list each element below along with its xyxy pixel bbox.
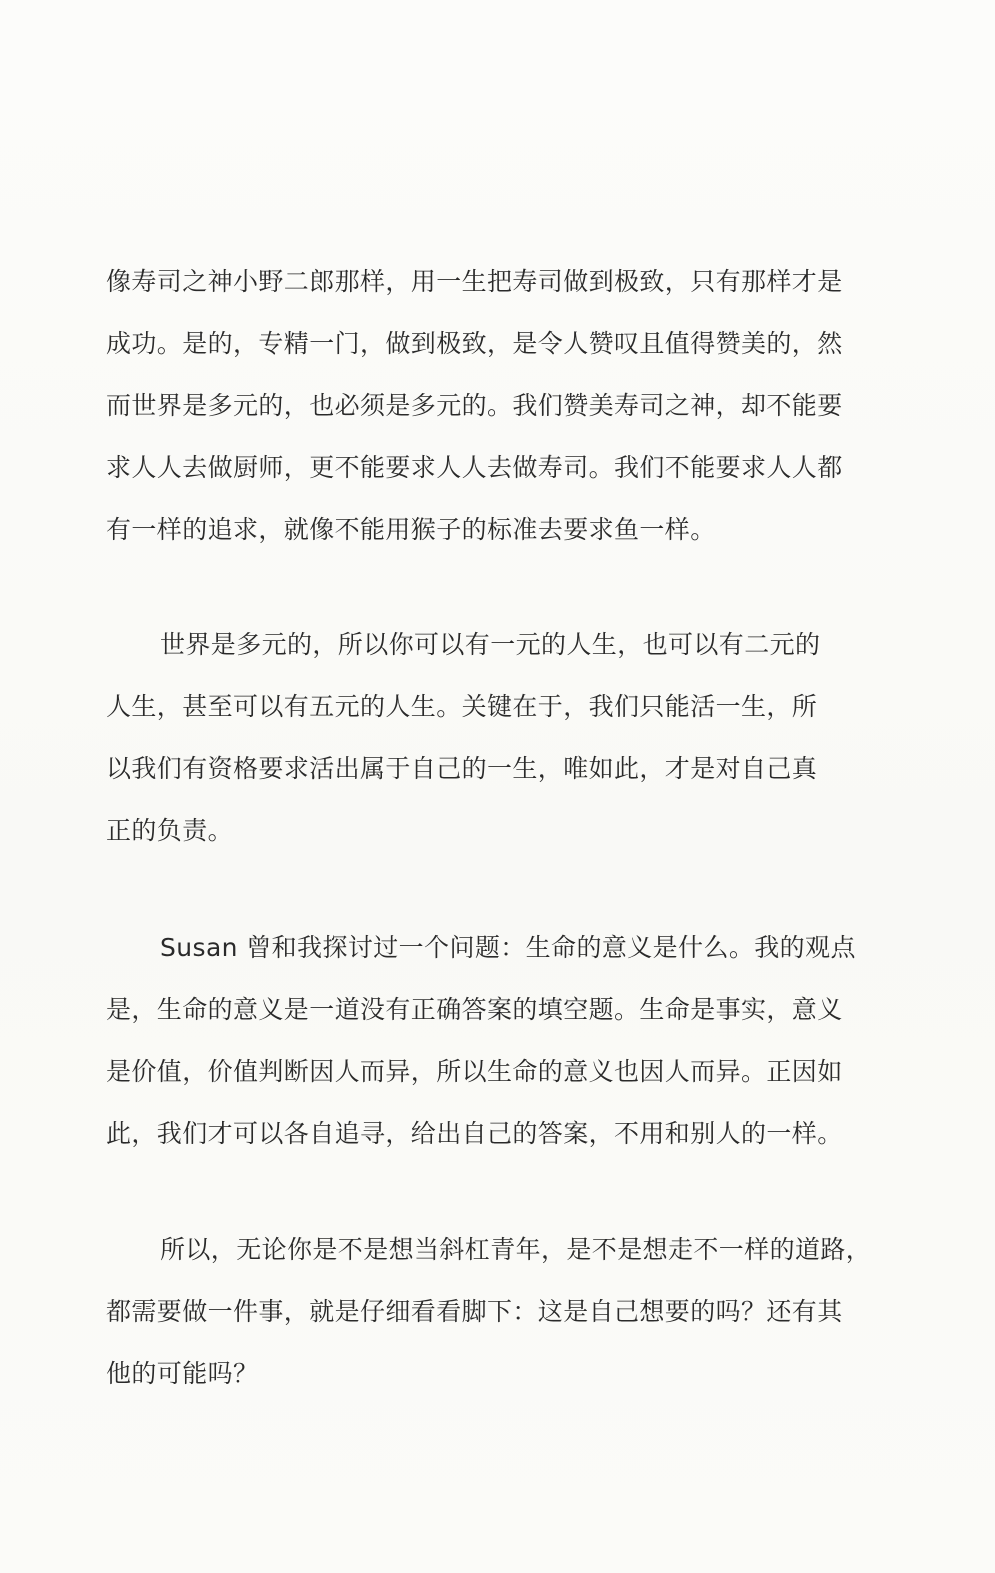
text-line: 人生，甚至可以有五元的人生。关键在于，我们只能活一生，所 [106, 692, 818, 721]
text-line: 所以，无论你是不是想当斜杠青年，是不是想走不一样的道路， [160, 1235, 872, 1264]
text-line: 求人人去做厨师，更不能要求人人去做寿司。我们不能要求人人都 [106, 453, 843, 482]
text-line: 此，我们才可以各自追寻，给出自己的答案，不用和别人的一样。 [106, 1119, 843, 1148]
text-line: Susan 曾和我探讨过一个问题：生命的意义是什么。我的观点 [160, 933, 856, 962]
text-line: 而世界是多元的，也必须是多元的。我们赞美寿司之神，却不能要 [106, 391, 843, 420]
text-line: 是，生命的意义是一道没有正确答案的填空题。生命是事实，意义 [106, 995, 843, 1024]
text-line: 世界是多元的，所以你可以有一元的人生，也可以有二元的 [160, 630, 821, 659]
text-line: 他的可能吗？ [106, 1359, 259, 1388]
text-line: 都需要做一件事，就是仔细看看脚下：这是自己想要的吗？还有其 [106, 1297, 843, 1326]
text-line: 是价值，价值判断因人而异，所以生命的意义也因人而异。正因如 [106, 1057, 843, 1086]
text-line: 正的负责。 [106, 816, 234, 845]
text-line: 以我们有资格要求活出属于自己的一生，唯如此，才是对自己真 [106, 754, 818, 783]
text-line: 成功。是的，专精一门，做到极致，是令人赞叹且值得赞美的，然 [106, 329, 843, 358]
text-line: 有一样的追求，就像不能用猴子的标准去要求鱼一样。 [106, 515, 716, 544]
text-line: 像寿司之神小野二郎那样，用一生把寿司做到极致，只有那样才是 [106, 267, 843, 296]
